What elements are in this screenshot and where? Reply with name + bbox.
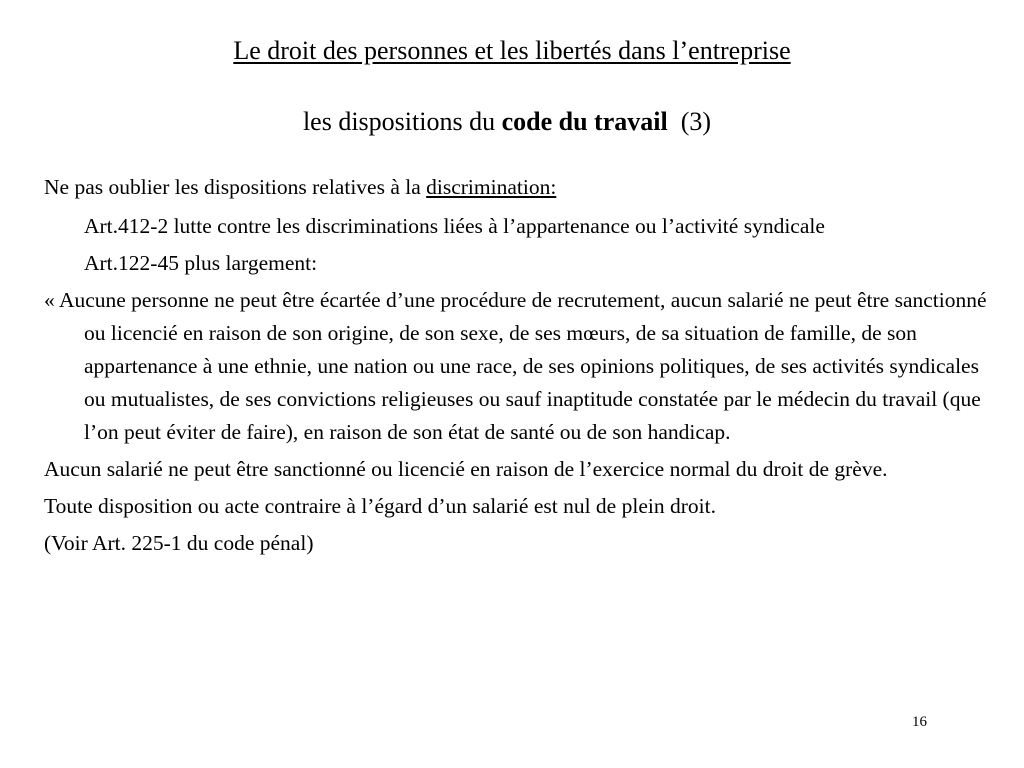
page-number: 16: [912, 714, 927, 730]
intro-paragraph: [44, 171, 1004, 204]
art-122-45-paragraph: Art.122-45 plus largement:: [84, 251, 318, 275]
art-412-2-paragraph: Art.412-2 lutte contre les discriminations liées à l’appartenance ou l’activité syndicale: [84, 214, 825, 238]
intro-text: Ne pas oublier les dispositions relatives à la: [44, 175, 427, 199]
nullity-paragraph: Toute disposition ou acte contraire à l’égard d’un salarié est nul de plein droit.: [44, 494, 716, 518]
subtitle-prefix: les dispositions du: [302, 107, 502, 136]
strike-paragraph: Aucun salarié ne peut être sanctionné ou licencié en raison de l’exercice normal du droit de grève.: [44, 457, 888, 481]
slide-subtitle: [0, 104, 1014, 140]
slide-title: Le droit des personnes et les libertés dans l’entreprise: [233, 36, 791, 65]
reference-paragraph: (Voir Art. 225-1 du code pénal): [44, 531, 314, 555]
slide-body: [44, 171, 1004, 560]
subtitle-suffix: (3): [667, 107, 712, 136]
discrimination-term: discrimination:: [426, 175, 557, 199]
quote-paragraph: « Aucune personne ne peut être écartée d’une procédure de recrutement, aucun salarié ne peut être sanctionné ou licencié en raison de son origine, de son sexe, de ses mœurs, de sa situation de famille, de son appartenance à une ethnie, une nation ou une race, de ses opinions politiques, de ses activités syndicales ou mutualistes, de ses convictions religieuses ou sauf inaptitude constatée par le médecin du travail (que l’on peut éviter de faire), en raison de son état de santé ou de son handicap.: [44, 288, 987, 444]
subtitle-bold-code-du-travail: code du travail: [501, 107, 668, 136]
